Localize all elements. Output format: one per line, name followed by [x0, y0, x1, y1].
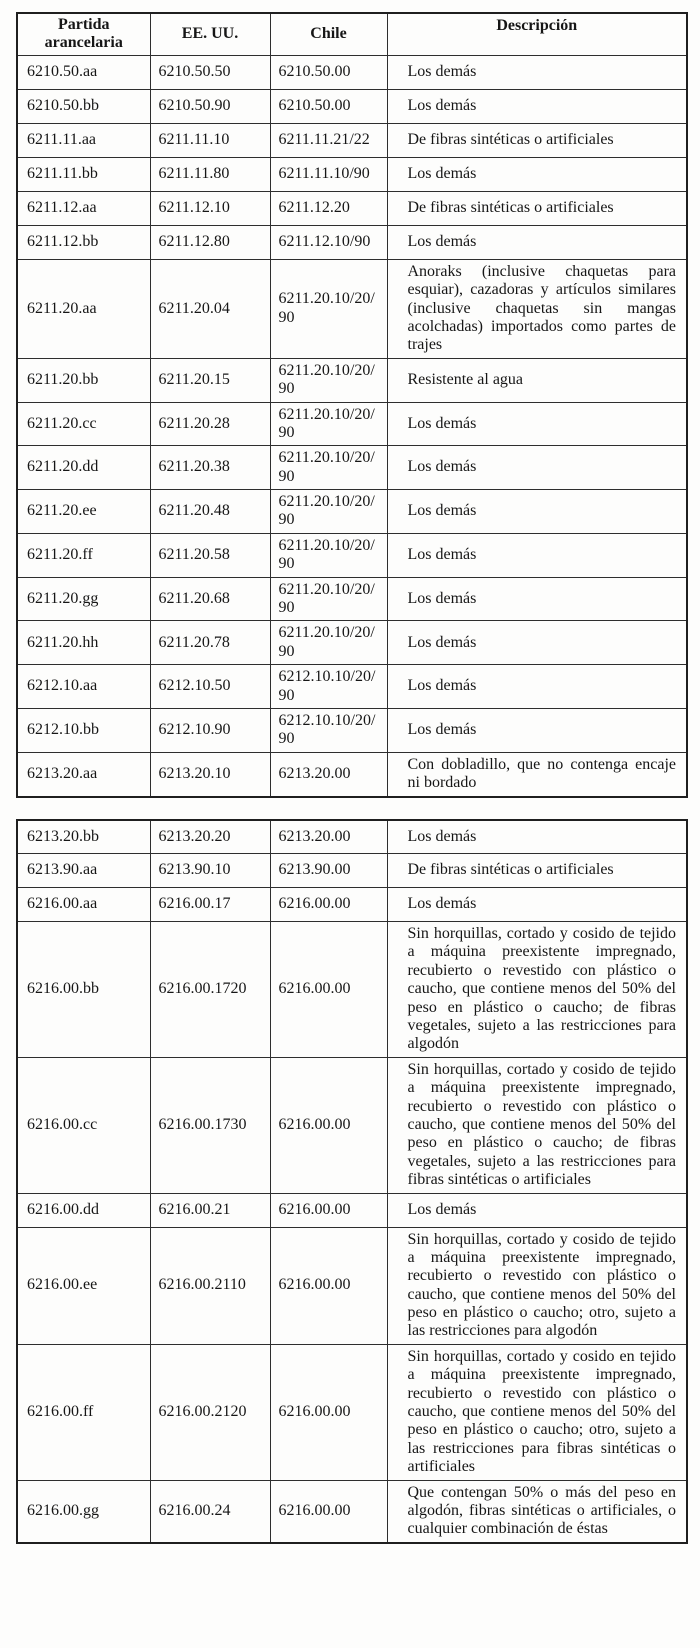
- partida-arancelaria-cell: 6211.20.aa: [17, 259, 150, 358]
- partida-arancelaria-cell: 6213.20.bb: [17, 820, 150, 854]
- eeuu-code-cell: 6211.12.10: [150, 191, 270, 225]
- tariff-table-2: [16, 819, 688, 1544]
- partida-arancelaria-cell: 6211.20.bb: [17, 358, 150, 402]
- partida-arancelaria-cell: 6211.20.ee: [17, 490, 150, 534]
- eeuu-code-cell: 6216.00.24: [150, 1480, 270, 1543]
- partida-arancelaria-cell: 6212.10.bb: [17, 708, 150, 752]
- table-row: [17, 259, 687, 358]
- descripcion-cell: Los demás: [387, 225, 687, 259]
- table-row: [17, 621, 687, 665]
- eeuu-code-cell: 6211.20.48: [150, 490, 270, 534]
- descripcion-cell: Los demás: [387, 89, 687, 123]
- partida-arancelaria-cell: 6211.11.bb: [17, 157, 150, 191]
- partida-arancelaria-cell: 6216.00.cc: [17, 1057, 150, 1193]
- chile-code-cell: 6216.00.00: [270, 888, 387, 922]
- eeuu-code-cell: 6211.12.80: [150, 225, 270, 259]
- descripcion-cell: Los demás: [387, 1193, 687, 1227]
- chile-code-cell: 6216.00.00: [270, 1227, 387, 1344]
- table-row: [17, 533, 687, 577]
- chile-code-cell: 6211.11.10/90: [270, 157, 387, 191]
- eeuu-code-cell: 6216.00.2120: [150, 1344, 270, 1480]
- table-row: [17, 358, 687, 402]
- tariff-table-2-body: [17, 820, 687, 1543]
- header-partida-arancelaria: Partida arancelaria: [17, 13, 150, 55]
- partida-arancelaria-cell: 6211.20.dd: [17, 446, 150, 490]
- table-row: [17, 888, 687, 922]
- chile-code-cell: 6212.10.10/20/90: [270, 708, 387, 752]
- table-row: [17, 89, 687, 123]
- eeuu-code-cell: 6211.11.10: [150, 123, 270, 157]
- descripcion-cell: Sin horquillas, cortado y cosido de tejido a máquina preexistente impregnado, recubierto o revestido con plástico o caucho, que contiene menos del 50% del peso en plástico o caucho; otro, sujeto a las restricciones para algodón: [387, 1227, 687, 1344]
- chile-code-cell: 6211.20.10/20/90: [270, 358, 387, 402]
- partida-arancelaria-cell: 6210.50.bb: [17, 89, 150, 123]
- descripcion-cell: Los demás: [387, 490, 687, 534]
- partida-arancelaria-cell: 6211.12.aa: [17, 191, 150, 225]
- partida-arancelaria-cell: 6210.50.aa: [17, 55, 150, 89]
- table-row: [17, 820, 687, 854]
- descripcion-cell: Los demás: [387, 888, 687, 922]
- chile-code-cell: 6216.00.00: [270, 1057, 387, 1193]
- table-row: [17, 225, 687, 259]
- eeuu-code-cell: 6210.50.90: [150, 89, 270, 123]
- descripcion-cell: Los demás: [387, 621, 687, 665]
- table-row: [17, 157, 687, 191]
- table-header-row: [17, 13, 687, 55]
- descripcion-cell: Los demás: [387, 577, 687, 621]
- table-row: [17, 1193, 687, 1227]
- partida-arancelaria-cell: 6216.00.ee: [17, 1227, 150, 1344]
- chile-code-cell: 6212.10.10/20/90: [270, 665, 387, 709]
- descripcion-cell: Los demás: [387, 820, 687, 854]
- eeuu-code-cell: 6212.10.50: [150, 665, 270, 709]
- descripcion-cell: De fibras sintéticas o artificiales: [387, 123, 687, 157]
- descripcion-cell: Sin horquillas, cortado y cosido de tejido a máquina preexistente impregnado, recubierto o revestido con plástico o caucho, que contiene menos del 50% del peso en plástico o caucho; de fibras vegetales, sujeto a las restricciones para algodón: [387, 922, 687, 1058]
- descripcion-cell: De fibras sintéticas o artificiales: [387, 191, 687, 225]
- chile-code-cell: 6211.20.10/20/90: [270, 259, 387, 358]
- descripcion-cell: Los demás: [387, 55, 687, 89]
- eeuu-code-cell: 6210.50.50: [150, 55, 270, 89]
- eeuu-code-cell: 6216.00.1720: [150, 922, 270, 1058]
- chile-code-cell: 6211.20.10/20/90: [270, 621, 387, 665]
- chile-code-cell: 6211.20.10/20/90: [270, 446, 387, 490]
- table-row: [17, 1344, 687, 1480]
- partida-arancelaria-cell: 6211.20.hh: [17, 621, 150, 665]
- eeuu-code-cell: 6211.20.04: [150, 259, 270, 358]
- eeuu-code-cell: 6211.20.78: [150, 621, 270, 665]
- table-row: [17, 708, 687, 752]
- table-row: [17, 490, 687, 534]
- partida-arancelaria-cell: 6211.12.bb: [17, 225, 150, 259]
- table-separator-gap: [16, 798, 686, 819]
- eeuu-code-cell: 6216.00.21: [150, 1193, 270, 1227]
- header-descripcion: Descripción: [387, 13, 687, 55]
- descripcion-cell: Los demás: [387, 533, 687, 577]
- partida-arancelaria-cell: 6213.90.aa: [17, 854, 150, 888]
- chile-code-cell: 6211.20.10/20/90: [270, 577, 387, 621]
- tariff-table-1: [16, 12, 688, 798]
- descripcion-cell: Los demás: [387, 446, 687, 490]
- table-row: [17, 922, 687, 1058]
- table-row: [17, 1057, 687, 1193]
- partida-arancelaria-cell: 6216.00.gg: [17, 1480, 150, 1543]
- table-row: [17, 1227, 687, 1344]
- eeuu-code-cell: 6211.20.68: [150, 577, 270, 621]
- header-eeuu: EE. UU.: [150, 13, 270, 55]
- descripcion-cell: Los demás: [387, 157, 687, 191]
- descripcion-cell: Anoraks (inclusive chaquetas para esquiar), cazadoras y artículos similares (inclusive chaquetas sin mangas acolchadas) importados como partes de trajes: [387, 259, 687, 358]
- partida-arancelaria-cell: 6216.00.bb: [17, 922, 150, 1058]
- partida-arancelaria-cell: 6213.20.aa: [17, 752, 150, 796]
- tariff-table-1-body: [17, 55, 687, 796]
- eeuu-code-cell: 6211.11.80: [150, 157, 270, 191]
- eeuu-code-cell: 6211.20.28: [150, 402, 270, 446]
- eeuu-code-cell: 6216.00.2110: [150, 1227, 270, 1344]
- chile-code-cell: 6211.12.20: [270, 191, 387, 225]
- descripcion-cell: Los demás: [387, 665, 687, 709]
- descripcion-cell: Sin horquillas, cortado y cosido en tejido a máquina preexistente impregnado, recubierto o revestido con plástico o caucho, que contiene menos del 50% del peso en plástico o caucho; otro, sujeto a las restricciones para fibras sintéticas o artificiales: [387, 1344, 687, 1480]
- descripcion-cell: Que contengan 50% o más del peso en algodón, fibras sintéticas o artificiales, o cualquier combinación de éstas: [387, 1480, 687, 1543]
- table-row: [17, 854, 687, 888]
- table-row: [17, 577, 687, 621]
- chile-code-cell: 6213.20.00: [270, 752, 387, 796]
- eeuu-code-cell: 6212.10.90: [150, 708, 270, 752]
- eeuu-code-cell: 6213.90.10: [150, 854, 270, 888]
- descripcion-cell: Los demás: [387, 708, 687, 752]
- eeuu-code-cell: 6211.20.58: [150, 533, 270, 577]
- chile-code-cell: 6211.20.10/20/90: [270, 490, 387, 534]
- table-row: [17, 665, 687, 709]
- descripcion-cell: De fibras sintéticas o artificiales: [387, 854, 687, 888]
- table-row: [17, 123, 687, 157]
- table-row: [17, 446, 687, 490]
- descripcion-cell: Los demás: [387, 402, 687, 446]
- partida-arancelaria-cell: 6211.11.aa: [17, 123, 150, 157]
- partida-arancelaria-cell: 6216.00.aa: [17, 888, 150, 922]
- partida-arancelaria-cell: 6211.20.cc: [17, 402, 150, 446]
- partida-arancelaria-cell: 6212.10.aa: [17, 665, 150, 709]
- chile-code-cell: 6210.50.00: [270, 55, 387, 89]
- partida-arancelaria-cell: 6216.00.dd: [17, 1193, 150, 1227]
- descripcion-cell: Con dobladillo, que no contenga encaje ni bordado: [387, 752, 687, 796]
- chile-code-cell: 6216.00.00: [270, 1193, 387, 1227]
- partida-arancelaria-cell: 6216.00.ff: [17, 1344, 150, 1480]
- partida-arancelaria-cell: 6211.20.ff: [17, 533, 150, 577]
- descripcion-cell: Resistente al agua: [387, 358, 687, 402]
- chile-code-cell: 6216.00.00: [270, 1344, 387, 1480]
- partida-arancelaria-cell: 6211.20.gg: [17, 577, 150, 621]
- eeuu-code-cell: 6216.00.1730: [150, 1057, 270, 1193]
- chile-code-cell: 6210.50.00: [270, 89, 387, 123]
- eeuu-code-cell: 6216.00.17: [150, 888, 270, 922]
- chile-code-cell: 6211.11.21/22: [270, 123, 387, 157]
- header-chile: Chile: [270, 13, 387, 55]
- eeuu-code-cell: 6213.20.20: [150, 820, 270, 854]
- eeuu-code-cell: 6213.20.10: [150, 752, 270, 796]
- eeuu-code-cell: 6211.20.38: [150, 446, 270, 490]
- chile-code-cell: 6216.00.00: [270, 1480, 387, 1543]
- table-header-row: [17, 13, 687, 55]
- chile-code-cell: 6211.12.10/90: [270, 225, 387, 259]
- chile-code-cell: 6211.20.10/20/90: [270, 533, 387, 577]
- chile-code-cell: 6213.20.00: [270, 820, 387, 854]
- table-row: [17, 55, 687, 89]
- chile-code-cell: 6213.90.00: [270, 854, 387, 888]
- descripcion-cell: Sin horquillas, cortado y cosido de tejido a máquina preexistente impregnado, recubierto o revestido con plástico o caucho, que contiene menos del 50% del peso en plástico o caucho; de fibras vegetales, sujeto a las restricciones para fibras sintéticas o artificiales: [387, 1057, 687, 1193]
- chile-code-cell: 6216.00.00: [270, 922, 387, 1058]
- table-row: [17, 402, 687, 446]
- chile-code-cell: 6211.20.10/20/90: [270, 402, 387, 446]
- eeuu-code-cell: 6211.20.15: [150, 358, 270, 402]
- table-row: [17, 191, 687, 225]
- table-row: [17, 1480, 687, 1543]
- table-row: [17, 752, 687, 796]
